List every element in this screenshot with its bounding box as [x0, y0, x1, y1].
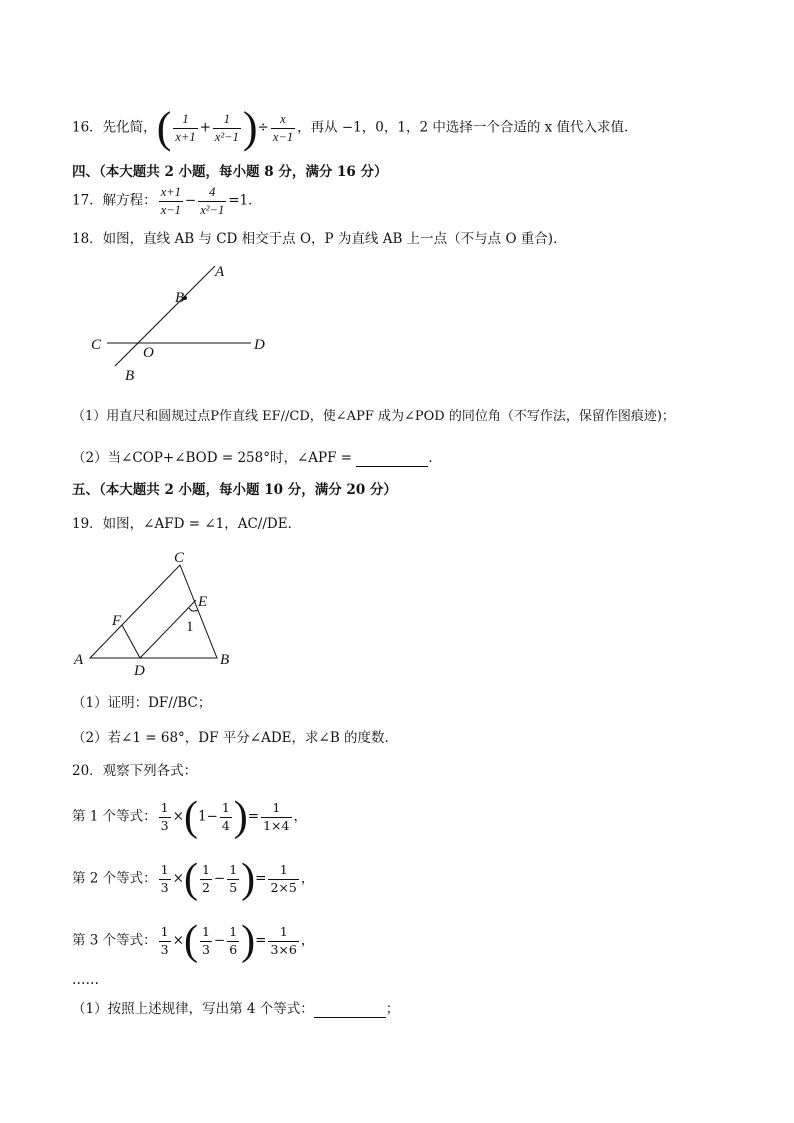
- label-a: A: [215, 264, 225, 280]
- left-paren: (: [156, 103, 172, 152]
- ellipsis: ……: [72, 972, 99, 988]
- figure-q19: [72, 548, 242, 678]
- q16-rest: ，再从 −1，0，1，2 中选择一个合适的 x 值代入求值.: [297, 119, 629, 136]
- q18-part-2: （2）当∠COP+∠BOD = 258°时，∠APF = ．: [72, 450, 442, 466]
- answer-blank[interactable]: [314, 1003, 386, 1018]
- label-b: B: [220, 652, 230, 668]
- label-e: E: [198, 594, 208, 610]
- label-b: B: [125, 368, 135, 384]
- q16-label: 16．先化简，: [72, 119, 157, 136]
- figure-q18: [85, 258, 285, 388]
- question-19-text: 19．如图，∠AFD = ∠1，AC//DE．: [72, 516, 302, 532]
- question-20-text: 20．观察下列各式：: [72, 763, 198, 779]
- label-p: B: [175, 290, 185, 306]
- label-f: F: [112, 613, 122, 629]
- label-d: D: [134, 663, 145, 678]
- answer-blank[interactable]: [356, 452, 428, 467]
- equation-1: 第 1 个等式： $\frac{1}{3}$ ×(1− $\frac{1}{4}$ )= $\frac{1}{1\times 4}$ ，: [72, 794, 307, 840]
- line-ab: [115, 266, 215, 366]
- q18-part-1: （1）用直尺和圆规过点P作直线 EF//CD，使∠APF 成为∠POD 的同位角（不写作法，保留作图痕迹)；: [72, 409, 675, 424]
- question-18-text: 18．如图，直线 AB 与 CD 相交于点 O，P 为直线 AB 上一点（不与点 O 重合)．: [72, 231, 567, 247]
- equation-3: 第 3 个等式： $\frac{1}{3}$ ×( $\frac{1}{3}$ − $\frac{1}{6}$ )= $\frac{1}{3\times 6}$ ，: [72, 918, 315, 964]
- q19-part-1: （1）证明：DF//BC；: [72, 695, 212, 711]
- label-d: D: [254, 337, 265, 353]
- right-paren: ): [242, 103, 258, 152]
- question-17: 17．解方程： $\frac{x+1}{x-1}$ − $\frac{4}{\text{x²−1}}$ =1．: [72, 185, 262, 217]
- section-4-heading: 四、（本大题共 2 小题，每小题 8 分，满分 16 分）: [72, 164, 388, 180]
- fraction: $\frac{1}{x+1}$: [175, 112, 196, 144]
- label-c: C: [91, 337, 102, 353]
- q20-part-1: （1）按照上述规律，写出第 4 个等式： ；: [72, 1001, 400, 1017]
- label-a: A: [74, 652, 84, 668]
- equation-2: 第 2 个等式： $\frac{1}{3}$ ×( $\frac{1}{2}$ − $\frac{1}{5}$ )= $\frac{1}{2\times 5}$ ，: [72, 856, 315, 902]
- label-o: O: [143, 345, 154, 361]
- fraction: $\frac{1}{\text{x²−1}}$: [214, 112, 239, 144]
- label-c: C: [174, 550, 185, 566]
- fraction: $\frac{4}{\text{x²−1}}$: [200, 185, 225, 217]
- segment-df: [122, 625, 140, 658]
- q17-label: 17．解方程：: [72, 192, 157, 209]
- section-5-heading: 五、（本大题共 2 小题，每小题 10 分，满分 20 分）: [72, 482, 397, 498]
- q17-rest: =1．: [228, 192, 262, 209]
- label-1: 1: [186, 619, 194, 635]
- fraction: $\frac{x+1}{x-1}$: [160, 185, 181, 217]
- q19-part-2: （2）若∠1 = 68°，DF 平分∠ADE，求∠B 的度数．: [72, 730, 399, 746]
- question-16: 16．先化简，( $\frac{1}{x+1}$ + $\frac{1}{\text{x²−1}}$ )÷ $\frac{x}{x-1}$ ，再从 −1，0，1，2 中选择一个合适的 x 值代入求值.: [72, 103, 629, 152]
- fraction: $\frac{x}{x-1}$: [272, 112, 294, 144]
- angle-1-arc: [189, 608, 198, 611]
